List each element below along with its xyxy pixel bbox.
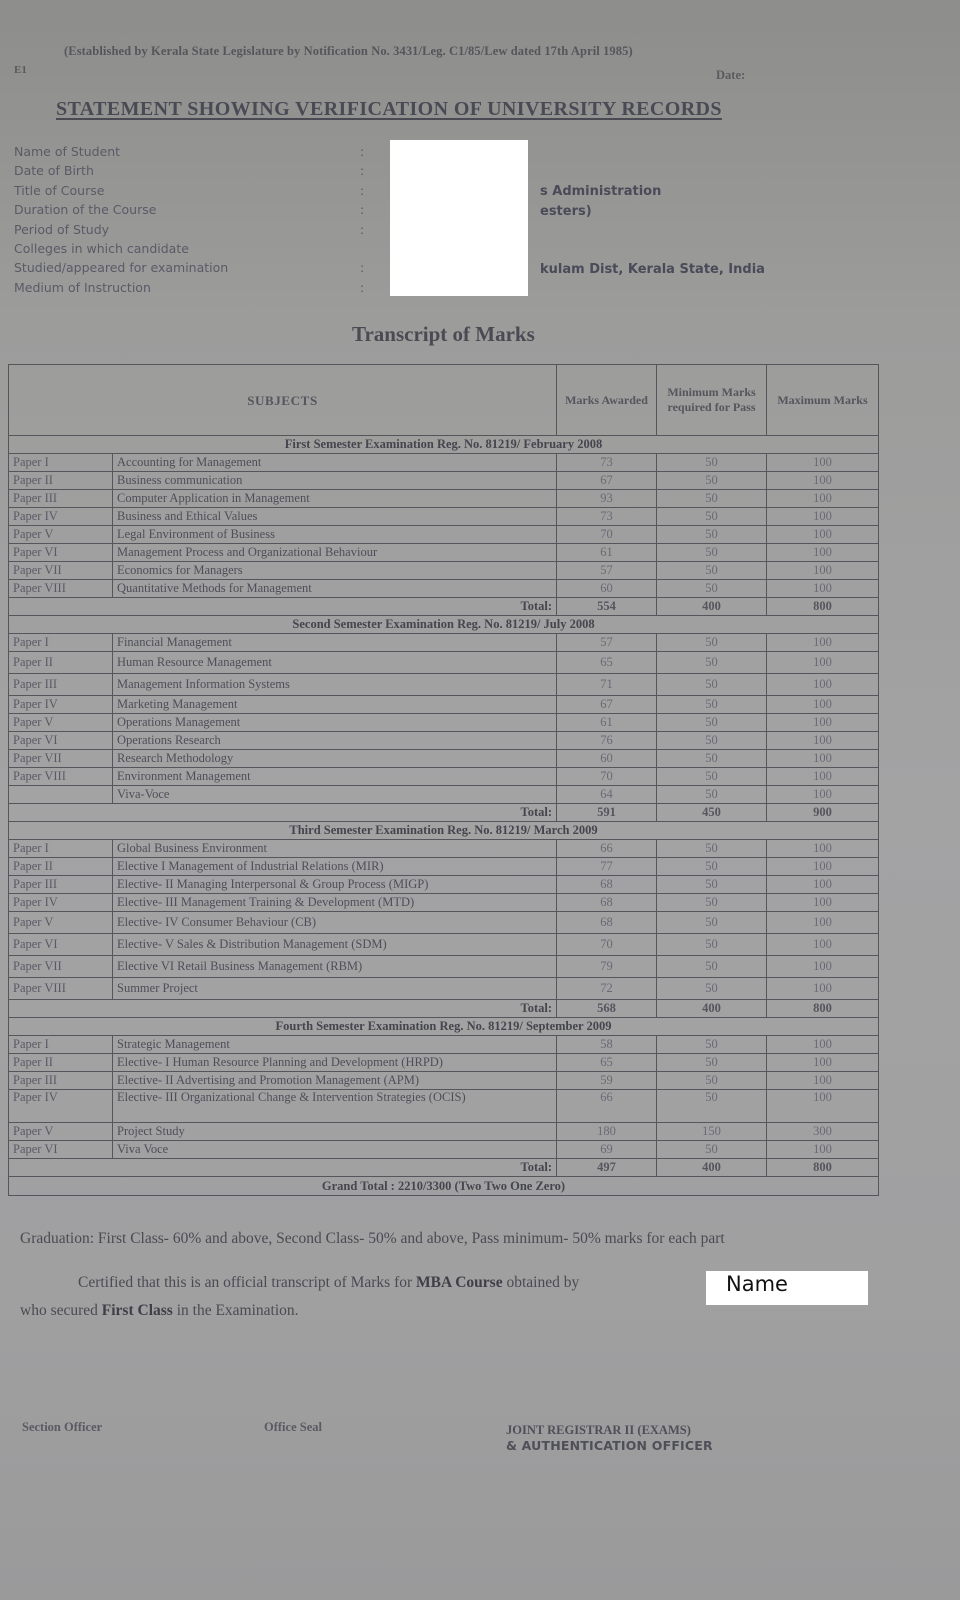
marks-awarded: 65: [557, 1054, 657, 1072]
subject-name: Elective- I Human Resource Planning and Development (HRPD): [113, 1054, 557, 1072]
paper-number: Paper IV: [9, 696, 113, 714]
maximum-marks: 300: [767, 1123, 879, 1141]
subject-name: Elective I Management of Industrial Relations (MIR): [113, 858, 557, 876]
semester-heading-row: [9, 616, 879, 634]
paper-number: Paper VI: [9, 1141, 113, 1159]
marks-awarded: 60: [557, 750, 657, 768]
subject-name: Viva-Voce: [113, 786, 557, 804]
marks-awarded: 71: [557, 674, 657, 696]
paper-number: Paper I: [9, 454, 113, 472]
table-row: [9, 454, 879, 472]
paper-number: Paper VII: [9, 562, 113, 580]
subject-name: Viva Voce: [113, 1141, 557, 1159]
marks-awarded: 70: [557, 768, 657, 786]
table-row: [9, 562, 879, 580]
table-row: [9, 934, 879, 956]
subject-name: Business and Ethical Values: [113, 508, 557, 526]
total-minimum: 400: [657, 598, 767, 616]
marks-awarded: 64: [557, 786, 657, 804]
maximum-marks: 100: [767, 1141, 879, 1159]
graduation-rule: Graduation: First Class- 60% and above, Second Class- 50% and above, Pass minimum- 50% marks for each part: [20, 1230, 725, 1247]
total-label: Total:: [9, 598, 557, 616]
grand-total: Grand Total : 2210/3300 (Two Two One Zero): [9, 1177, 879, 1196]
minimum-marks: 50: [657, 490, 767, 508]
paper-number: Paper I: [9, 1036, 113, 1054]
header-subjects: SUBJECTS: [9, 365, 557, 436]
table-row: [9, 894, 879, 912]
paper-number: Paper II: [9, 472, 113, 490]
marks-awarded: 59: [557, 1072, 657, 1090]
marks-awarded: 73: [557, 508, 657, 526]
total-minimum: 400: [657, 1159, 767, 1177]
subject-name: Elective- V Sales & Distribution Management (SDM): [113, 934, 557, 956]
table-row: [9, 750, 879, 768]
registrar-signature: JOINT REGISTRAR II (EXAMS) & AUTHENTICATION OFFICER: [506, 1423, 713, 1453]
minimum-marks: 50: [657, 1054, 767, 1072]
table-row: [9, 674, 879, 696]
maximum-marks: 100: [767, 786, 879, 804]
paper-number: Paper V: [9, 714, 113, 732]
office-seal: Office Seal: [264, 1420, 322, 1434]
total-awarded: 497: [557, 1159, 657, 1177]
minimum-marks: 50: [657, 732, 767, 750]
total-minimum: 450: [657, 804, 767, 822]
paper-number: Paper VI: [9, 934, 113, 956]
maximum-marks: 100: [767, 544, 879, 562]
marks-awarded: 65: [557, 652, 657, 674]
header-marks-awarded: Marks Awarded: [557, 365, 657, 436]
marks-awarded: 61: [557, 544, 657, 562]
minimum-marks: 50: [657, 978, 767, 1000]
maximum-marks: 100: [767, 876, 879, 894]
subject-name: Marketing Management: [113, 696, 557, 714]
info-row-name: Name of Student :: [14, 144, 365, 159]
marks-awarded: 60: [557, 580, 657, 598]
minimum-marks: 50: [657, 894, 767, 912]
total-label: Total:: [9, 1000, 557, 1018]
minimum-marks: 50: [657, 634, 767, 652]
minimum-marks: 50: [657, 956, 767, 978]
semester-heading: Fourth Semester Examination Reg. No. 81219/ September 2009: [9, 1018, 879, 1036]
subject-name: Elective VI Retail Business Management (RBM): [113, 956, 557, 978]
total-awarded: 554: [557, 598, 657, 616]
subject-name: Elective- IV Consumer Behaviour (CB): [113, 912, 557, 934]
paper-number: Paper II: [9, 1054, 113, 1072]
date-label: Date:: [716, 68, 746, 82]
semester-total-row: [9, 1000, 879, 1018]
college-location-value: kulam Dist, Kerala State, India: [540, 262, 765, 277]
paper-number: Paper II: [9, 858, 113, 876]
table-row: [9, 652, 879, 674]
paper-number: [9, 786, 113, 804]
paper-number: Paper V: [9, 526, 113, 544]
maximum-marks: 100: [767, 750, 879, 768]
maximum-marks: 100: [767, 1054, 879, 1072]
table-row: [9, 786, 879, 804]
course-title-value: s Administration: [540, 184, 662, 199]
table-row: [9, 858, 879, 876]
semester-heading-row: [9, 1018, 879, 1036]
total-maximum: 800: [767, 1159, 879, 1177]
subject-name: Human Resource Management: [113, 652, 557, 674]
paper-number: Paper VIII: [9, 580, 113, 598]
minimum-marks: 50: [657, 876, 767, 894]
marks-awarded: 77: [557, 858, 657, 876]
table-row: [9, 1036, 879, 1054]
minimum-marks: 50: [657, 674, 767, 696]
subject-name: Research Methodology: [113, 750, 557, 768]
minimum-marks: 50: [657, 840, 767, 858]
certification-line: Certified that this is an official transcript of Marks for MBA Course obtained by: [78, 1274, 580, 1291]
table-row: [9, 714, 879, 732]
course-duration-value: esters): [540, 204, 592, 219]
marks-awarded: 61: [557, 714, 657, 732]
semester-heading: Second Semester Examination Reg. No. 81219/ July 2008: [9, 616, 879, 634]
maximum-marks: 100: [767, 634, 879, 652]
maximum-marks: 100: [767, 562, 879, 580]
maximum-marks: 100: [767, 490, 879, 508]
minimum-marks: 50: [657, 508, 767, 526]
subject-name: Elective- III Management Training & Development (MTD): [113, 894, 557, 912]
semester-heading-row: [9, 436, 879, 454]
subject-name: Elective- II Advertising and Promotion Management (APM): [113, 1072, 557, 1090]
minimum-marks: 50: [657, 714, 767, 732]
marks-awarded: 67: [557, 696, 657, 714]
maximum-marks: 100: [767, 894, 879, 912]
subject-name: Accounting for Management: [113, 454, 557, 472]
maximum-marks: 100: [767, 508, 879, 526]
subject-name: Legal Environment of Business: [113, 526, 557, 544]
minimum-marks: 50: [657, 580, 767, 598]
marks-awarded: 69: [557, 1141, 657, 1159]
semester-heading: First Semester Examination Reg. No. 81219/ February 2008: [9, 436, 879, 454]
table-row: [9, 526, 879, 544]
form-code: E1: [14, 64, 27, 76]
minimum-marks: 50: [657, 768, 767, 786]
marks-awarded: 57: [557, 634, 657, 652]
total-maximum: 900: [767, 804, 879, 822]
semester-heading: Third Semester Examination Reg. No. 81219/ March 2009: [9, 822, 879, 840]
table-row: [9, 1072, 879, 1090]
table-row: [9, 490, 879, 508]
maximum-marks: 100: [767, 580, 879, 598]
maximum-marks: 100: [767, 714, 879, 732]
marks-awarded: 73: [557, 454, 657, 472]
subject-name: Computer Application in Management: [113, 490, 557, 508]
paper-number: Paper V: [9, 912, 113, 934]
subject-name: Strategic Management: [113, 1036, 557, 1054]
maximum-marks: 100: [767, 934, 879, 956]
minimum-marks: 50: [657, 696, 767, 714]
semester-total-row: [9, 598, 879, 616]
paper-number: Paper VI: [9, 544, 113, 562]
marks-awarded: 70: [557, 934, 657, 956]
grand-total-row: [9, 1177, 879, 1196]
total-maximum: 800: [767, 598, 879, 616]
paper-number: Paper VII: [9, 750, 113, 768]
table-row: [9, 1141, 879, 1159]
subject-name: Summer Project: [113, 978, 557, 1000]
table-row: [9, 472, 879, 490]
established-notice: (Established by Kerala State Legislature by Notification No. 3431/Leg. C1/85/Lew dated 17th April 1985): [64, 44, 633, 58]
marks-awarded: 79: [557, 956, 657, 978]
table-row: [9, 876, 879, 894]
info-row-duration: Duration of the Course :: [14, 202, 365, 218]
document-title: STATEMENT SHOWING VERIFICATION OF UNIVERSITY RECORDS: [56, 98, 722, 120]
maximum-marks: 100: [767, 1036, 879, 1054]
paper-number: Paper II: [9, 652, 113, 674]
maximum-marks: 100: [767, 840, 879, 858]
paper-number: Paper IV: [9, 1090, 113, 1123]
subject-name: Quantitative Methods for Management: [113, 580, 557, 598]
info-row-dob: Date of Birth :: [14, 163, 365, 179]
subject-name: Operations Management: [113, 714, 557, 732]
paper-number: Paper III: [9, 876, 113, 894]
minimum-marks: 50: [657, 1141, 767, 1159]
marks-awarded: 72: [557, 978, 657, 1000]
maximum-marks: 100: [767, 454, 879, 472]
marks-awarded: 70: [557, 526, 657, 544]
table-row: [9, 1123, 879, 1141]
minimum-marks: 50: [657, 526, 767, 544]
marks-awarded: 68: [557, 912, 657, 934]
info-row-colleges: Colleges in which candidate: [14, 240, 189, 256]
section-officer-signature: Section Officer: [22, 1420, 103, 1434]
table-row: [9, 1054, 879, 1072]
maximum-marks: 100: [767, 526, 879, 544]
maximum-marks: 100: [767, 732, 879, 750]
minimum-marks: 50: [657, 858, 767, 876]
semester-total-row: [9, 1159, 879, 1177]
minimum-marks: 50: [657, 562, 767, 580]
table-row: [9, 696, 879, 714]
subject-name: Elective- III Organizational Change & Intervention Strategies (OCIS): [113, 1090, 557, 1123]
paper-number: Paper III: [9, 490, 113, 508]
subject-name: Project Study: [113, 1123, 557, 1141]
table-row: [9, 580, 879, 598]
total-maximum: 800: [767, 1000, 879, 1018]
minimum-marks: 50: [657, 472, 767, 490]
maximum-marks: 100: [767, 652, 879, 674]
maximum-marks: 100: [767, 956, 879, 978]
subject-name: Management Information Systems: [113, 674, 557, 696]
marks-awarded: 68: [557, 894, 657, 912]
redaction-box: [390, 140, 528, 296]
marks-awarded: 66: [557, 1090, 657, 1123]
total-minimum: 400: [657, 1000, 767, 1018]
table-row: [9, 978, 879, 1000]
paper-number: Paper III: [9, 1072, 113, 1090]
marks-awarded: 67: [557, 472, 657, 490]
semester-total-row: [9, 804, 879, 822]
subject-name: Global Business Environment: [113, 840, 557, 858]
minimum-marks: 50: [657, 934, 767, 956]
paper-number: Paper VIII: [9, 978, 113, 1000]
paper-number: Paper V: [9, 1123, 113, 1141]
subject-name: Environment Management: [113, 768, 557, 786]
marks-table: [8, 364, 879, 1196]
table-row: [9, 634, 879, 652]
paper-number: Paper VIII: [9, 768, 113, 786]
marks-awarded: 66: [557, 840, 657, 858]
info-row-medium: Medium of Instruction :: [14, 279, 365, 295]
minimum-marks: 50: [657, 544, 767, 562]
subject-name: Elective- II Managing Interpersonal & Group Process (MIGP): [113, 876, 557, 894]
table-row: [9, 508, 879, 526]
table-row: [9, 956, 879, 978]
paper-number: Paper VI: [9, 732, 113, 750]
student-name-box: Name: [706, 1271, 868, 1305]
table-row: [9, 732, 879, 750]
minimum-marks: 50: [657, 454, 767, 472]
maximum-marks: 100: [767, 472, 879, 490]
maximum-marks: 100: [767, 768, 879, 786]
maximum-marks: 100: [767, 978, 879, 1000]
paper-number: Paper I: [9, 840, 113, 858]
header-minimum-marks: Minimum Marks required for Pass: [657, 365, 767, 436]
info-row-studied: Studied/appeared for examination :: [14, 260, 365, 276]
minimum-marks: 150: [657, 1123, 767, 1141]
maximum-marks: 100: [767, 858, 879, 876]
table-row: [9, 840, 879, 858]
subject-name: Economics for Managers: [113, 562, 557, 580]
info-row-course: Title of Course :: [14, 182, 365, 198]
minimum-marks: 50: [657, 1072, 767, 1090]
paper-number: Paper III: [9, 674, 113, 696]
subject-name: Management Process and Organizational Behaviour: [113, 544, 557, 562]
transcript-title: Transcript of Marks: [352, 322, 535, 346]
marks-awarded: 68: [557, 876, 657, 894]
minimum-marks: 50: [657, 912, 767, 934]
total-awarded: 568: [557, 1000, 657, 1018]
paper-number: Paper VII: [9, 956, 113, 978]
maximum-marks: 100: [767, 1090, 879, 1123]
minimum-marks: 50: [657, 1090, 767, 1123]
paper-number: Paper IV: [9, 508, 113, 526]
maximum-marks: 100: [767, 912, 879, 934]
total-label: Total:: [9, 804, 557, 822]
total-label: Total:: [9, 1159, 557, 1177]
paper-number: Paper IV: [9, 894, 113, 912]
minimum-marks: 50: [657, 750, 767, 768]
marks-awarded: 58: [557, 1036, 657, 1054]
minimum-marks: 50: [657, 652, 767, 674]
marks-awarded: 93: [557, 490, 657, 508]
semester-heading-row: [9, 822, 879, 840]
marks-awarded: 57: [557, 562, 657, 580]
header-maximum-marks: Maximum Marks: [767, 365, 879, 436]
table-row: [9, 1090, 879, 1123]
marks-table-body: [9, 436, 879, 1196]
table-row: [9, 768, 879, 786]
subject-name: Financial Management: [113, 634, 557, 652]
total-awarded: 591: [557, 804, 657, 822]
paper-number: Paper I: [9, 634, 113, 652]
maximum-marks: 100: [767, 1072, 879, 1090]
maximum-marks: 100: [767, 696, 879, 714]
table-row: [9, 544, 879, 562]
maximum-marks: 100: [767, 674, 879, 696]
minimum-marks: 50: [657, 1036, 767, 1054]
minimum-marks: 50: [657, 786, 767, 804]
subject-name: Operations Research: [113, 732, 557, 750]
info-row-period: Period of Study :: [14, 221, 365, 237]
table-row: [9, 912, 879, 934]
student-info: [14, 142, 400, 297]
marks-awarded: 180: [557, 1123, 657, 1141]
marks-awarded: 76: [557, 732, 657, 750]
certification-line-2: who secured First Class in the Examination.: [20, 1302, 299, 1319]
subject-name: Business communication: [113, 472, 557, 490]
